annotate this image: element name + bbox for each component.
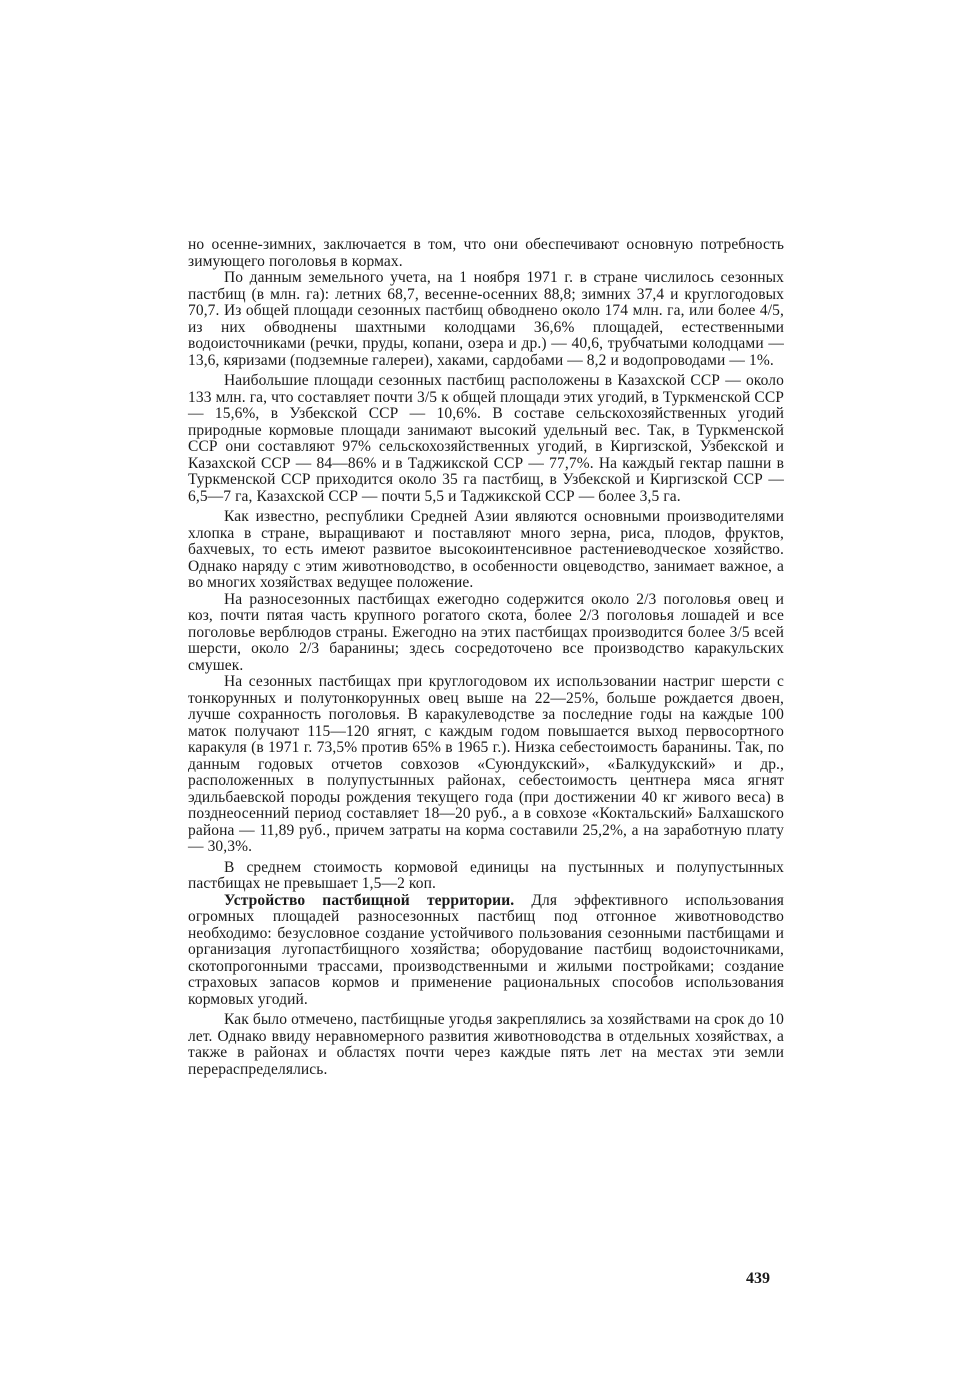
paragraph-pasture-arrangement <box>188 893 784 1009</box>
section-runin-heading: Устройство пастбищной территории. <box>224 891 515 909</box>
paragraph-central-asia: Как известно, республики Средней Азии являются основными производителями хлопка в стране, выращивают и поставляют много зерна, риса, плодов, фруктов, бахчевых, то есть имеют развитое высокоинтенсивное растениеводческое хозяйство. Однако наряду с этим животноводство, в особенности овцеводство, занимает важное, а во многих хозяйствах ведущее положение. <box>188 508 784 591</box>
paragraph-largest-areas: Наибольшие площади сезонных пастбищ расположены в Казахской ССР — около 133 млн. га, что составляет почти 3/5 к общей площади этих угодий, в Туркменской ССР — 15,6%, в Узбекской ССР — 10,6%. В составе сельскохозяйственных угодий природные кормовые площади занимают высокий удельный вес. Так, в Туркменской ССР они составляют 97% сельскохозяйственных угодий, в Киргизской, Узбекской и Казахской ССР — 84—86% и в Таджикской ССР — 77,7%. На каждый гектар пашни в Туркменской ССР приходится около 35 га пастбищ, в Узбекской и Киргизской ССР — 6,5—7 га, Казахской ССР — почти 5,5 и Таджикской ССР — более 3,5 га. <box>188 372 784 505</box>
paragraph-continued: но осенне-зимних, заключается в том, что они обеспечивают основную потребность зимующего поголовья в кормах. <box>188 236 784 270</box>
paragraph-feed-cost: В среднем стоимость кормовой единицы на пустынных и полупустынных пастбищах не превышает 1,5—2 коп. <box>188 858 784 892</box>
paragraph-wool-yield: На сезонных пастбищах при круглогодовом их использовании настриг шерсти с тонкорунных и полутонкорунных овец выше на 22—25%, больше рождается двоен, лучше сохранность поголовья. В каракулеводстве за последние годы на каждые 100 маток получают 115—120 ягнят, с каждым годом повышается выход первосортного каракуля (в 1971 г. 73,5% против 65% в 1965 г.). Низка себестоимость баранины. Так, по данным годовых отчетов совхозов «Суюндукский», «Балкудукский» и др., расположенных в полупустынных районах, себестоимость центнера мяса ягнят эдильбаевской породы рождения текущего года (при достижении 40 кг живого веса) в позднеосенний период составляет 18—20 руб., а в совхозе «Коктальский» Балхашского района — 11,89 руб., причем затраты на корма составили 25,2%, а на заработную плату — 30,3%. <box>188 673 784 855</box>
section-text: Для эффективного использования огромных площадей разносезонных пастбищ под отгонное животноводство необходимо: безусловное создание устойчивого пользования сезонными пастбищами и организация лугопастбищного хозяйства; оборудование пастбищ водоисточниками, скотопрогонными трассами, производственными и жилыми постройками; создание страховых запасов кормов и применение рациональных способов использования кормовых угодий. <box>188 891 784 1008</box>
paragraph-livestock-share: На разносезонных пастбищах ежегодно содержится около 2/3 поголовья овец и коз, почти пятая часть крупного рогатого скота, более 2/3 поголовья лошадей и все поголовье верблюдов страны. Ежегодно на этих пастбищах производится более 3/5 всей шерсти, около 2/3 баранины; здесь сосредоточено все производство каракульских смушек. <box>188 590 784 674</box>
page-body <box>188 237 784 1078</box>
page-number: 439 <box>746 1270 770 1287</box>
paragraph-land-accounting: По данным земельного учета, на 1 ноября 1971 г. в стране числилось сезонных пастбищ (в млн. га): летних 68,7, весенне-осенних 88,8; зимних 37,4 и круглогодовых 70,7. Из общей площади сезонных пастбищ обводнено около 174 млн. га, или более 4/5, из них обводнены шахтными колодцами 36,6% площадей, естественными водоисточниками (речки, пруды, копани, озера и др.) — 40,6, трубчатыми колодцами — 13,6, кяризами (подземные галереи), хаками, сардобами — 8,2 и водопроводами — 1%. <box>188 269 784 369</box>
paragraph-land-allocation: Как было отмечено, пастбищные угодья закреплялись за хозяйствами на срок до 10 лет. Однако ввиду неравномерного развития животноводства в отдельных хозяйствах, а также в районах и областях почти через каждые пять лет на местах эти земли перераспределялись. <box>188 1011 784 1078</box>
